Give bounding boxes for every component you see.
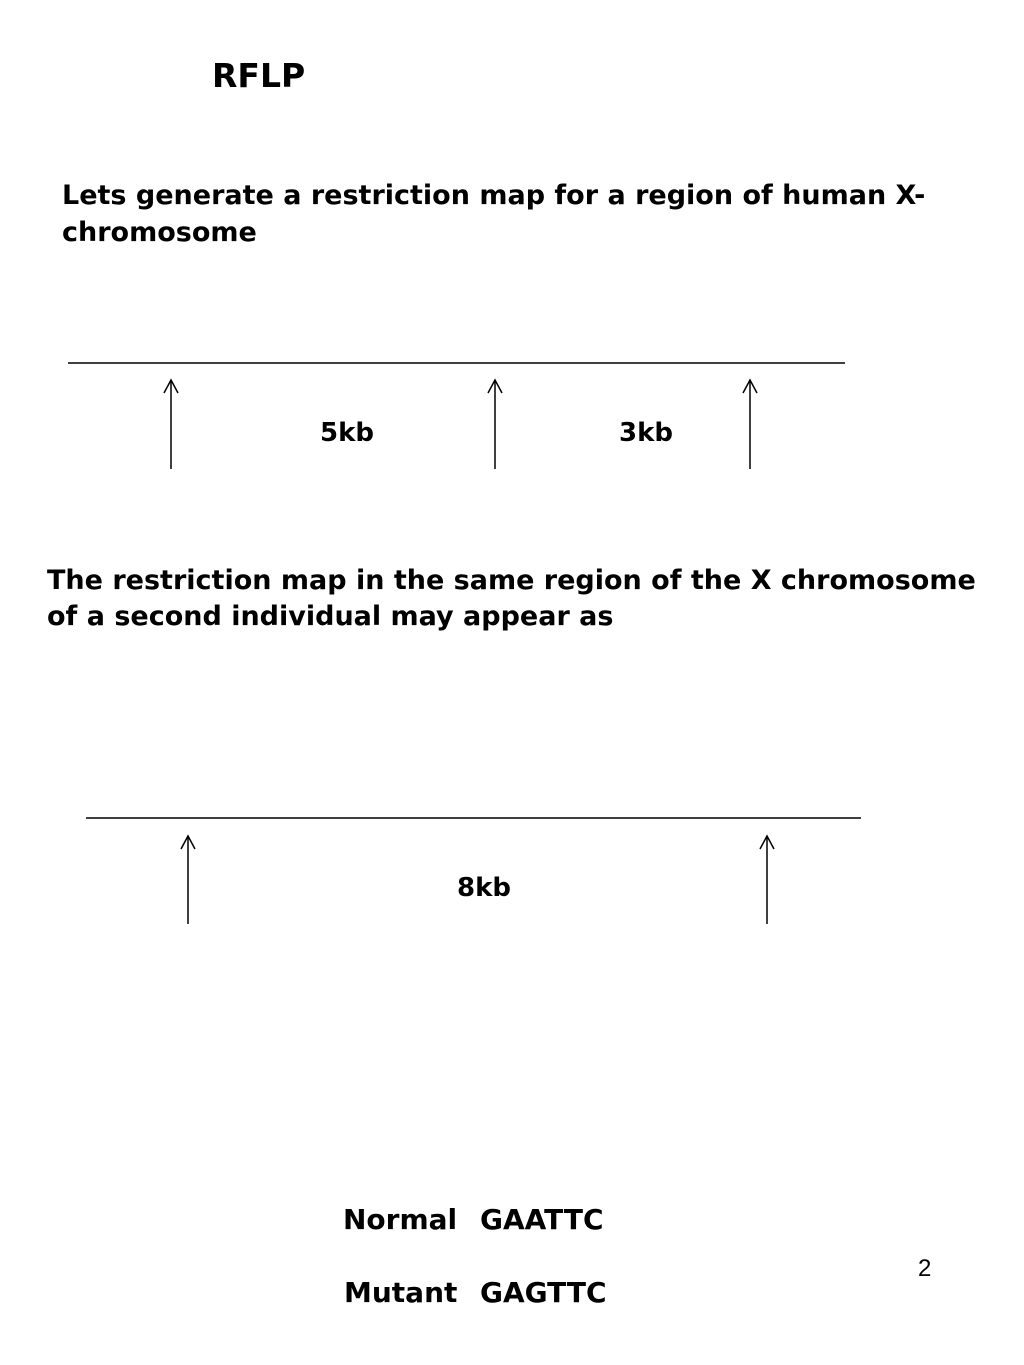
cut-site-arrow	[181, 836, 195, 924]
fragment-label-8kb: 8kb	[457, 873, 511, 903]
page-number: 2	[918, 1255, 932, 1282]
fragment-label-3kb: 3kb	[619, 418, 673, 448]
second-individual-text-line-2: of a second individual may appear as	[47, 601, 614, 632]
second-individual-text-line-1: The restriction map in the same region of the X chromosome	[47, 565, 976, 596]
cut-site-arrow	[164, 380, 178, 469]
normal-sequence: GAATTC	[480, 1203, 604, 1236]
intro-text-line-2: chromosome	[62, 217, 257, 248]
cut-site-arrow	[743, 380, 757, 469]
mutant-label: Mutant	[344, 1276, 458, 1309]
cut-site-arrow	[760, 836, 774, 924]
intro-text-line-1: Lets generate a restriction map for a region of human X-	[62, 180, 926, 211]
cut-site-arrow	[488, 380, 502, 469]
fragment-label-5kb: 5kb	[320, 418, 374, 448]
normal-label: Normal	[343, 1203, 458, 1236]
restriction-map-2	[86, 818, 861, 924]
mutant-sequence: GAGTTC	[480, 1276, 607, 1309]
restriction-map-1	[68, 363, 845, 469]
slide-title: RFLP	[212, 56, 306, 95]
